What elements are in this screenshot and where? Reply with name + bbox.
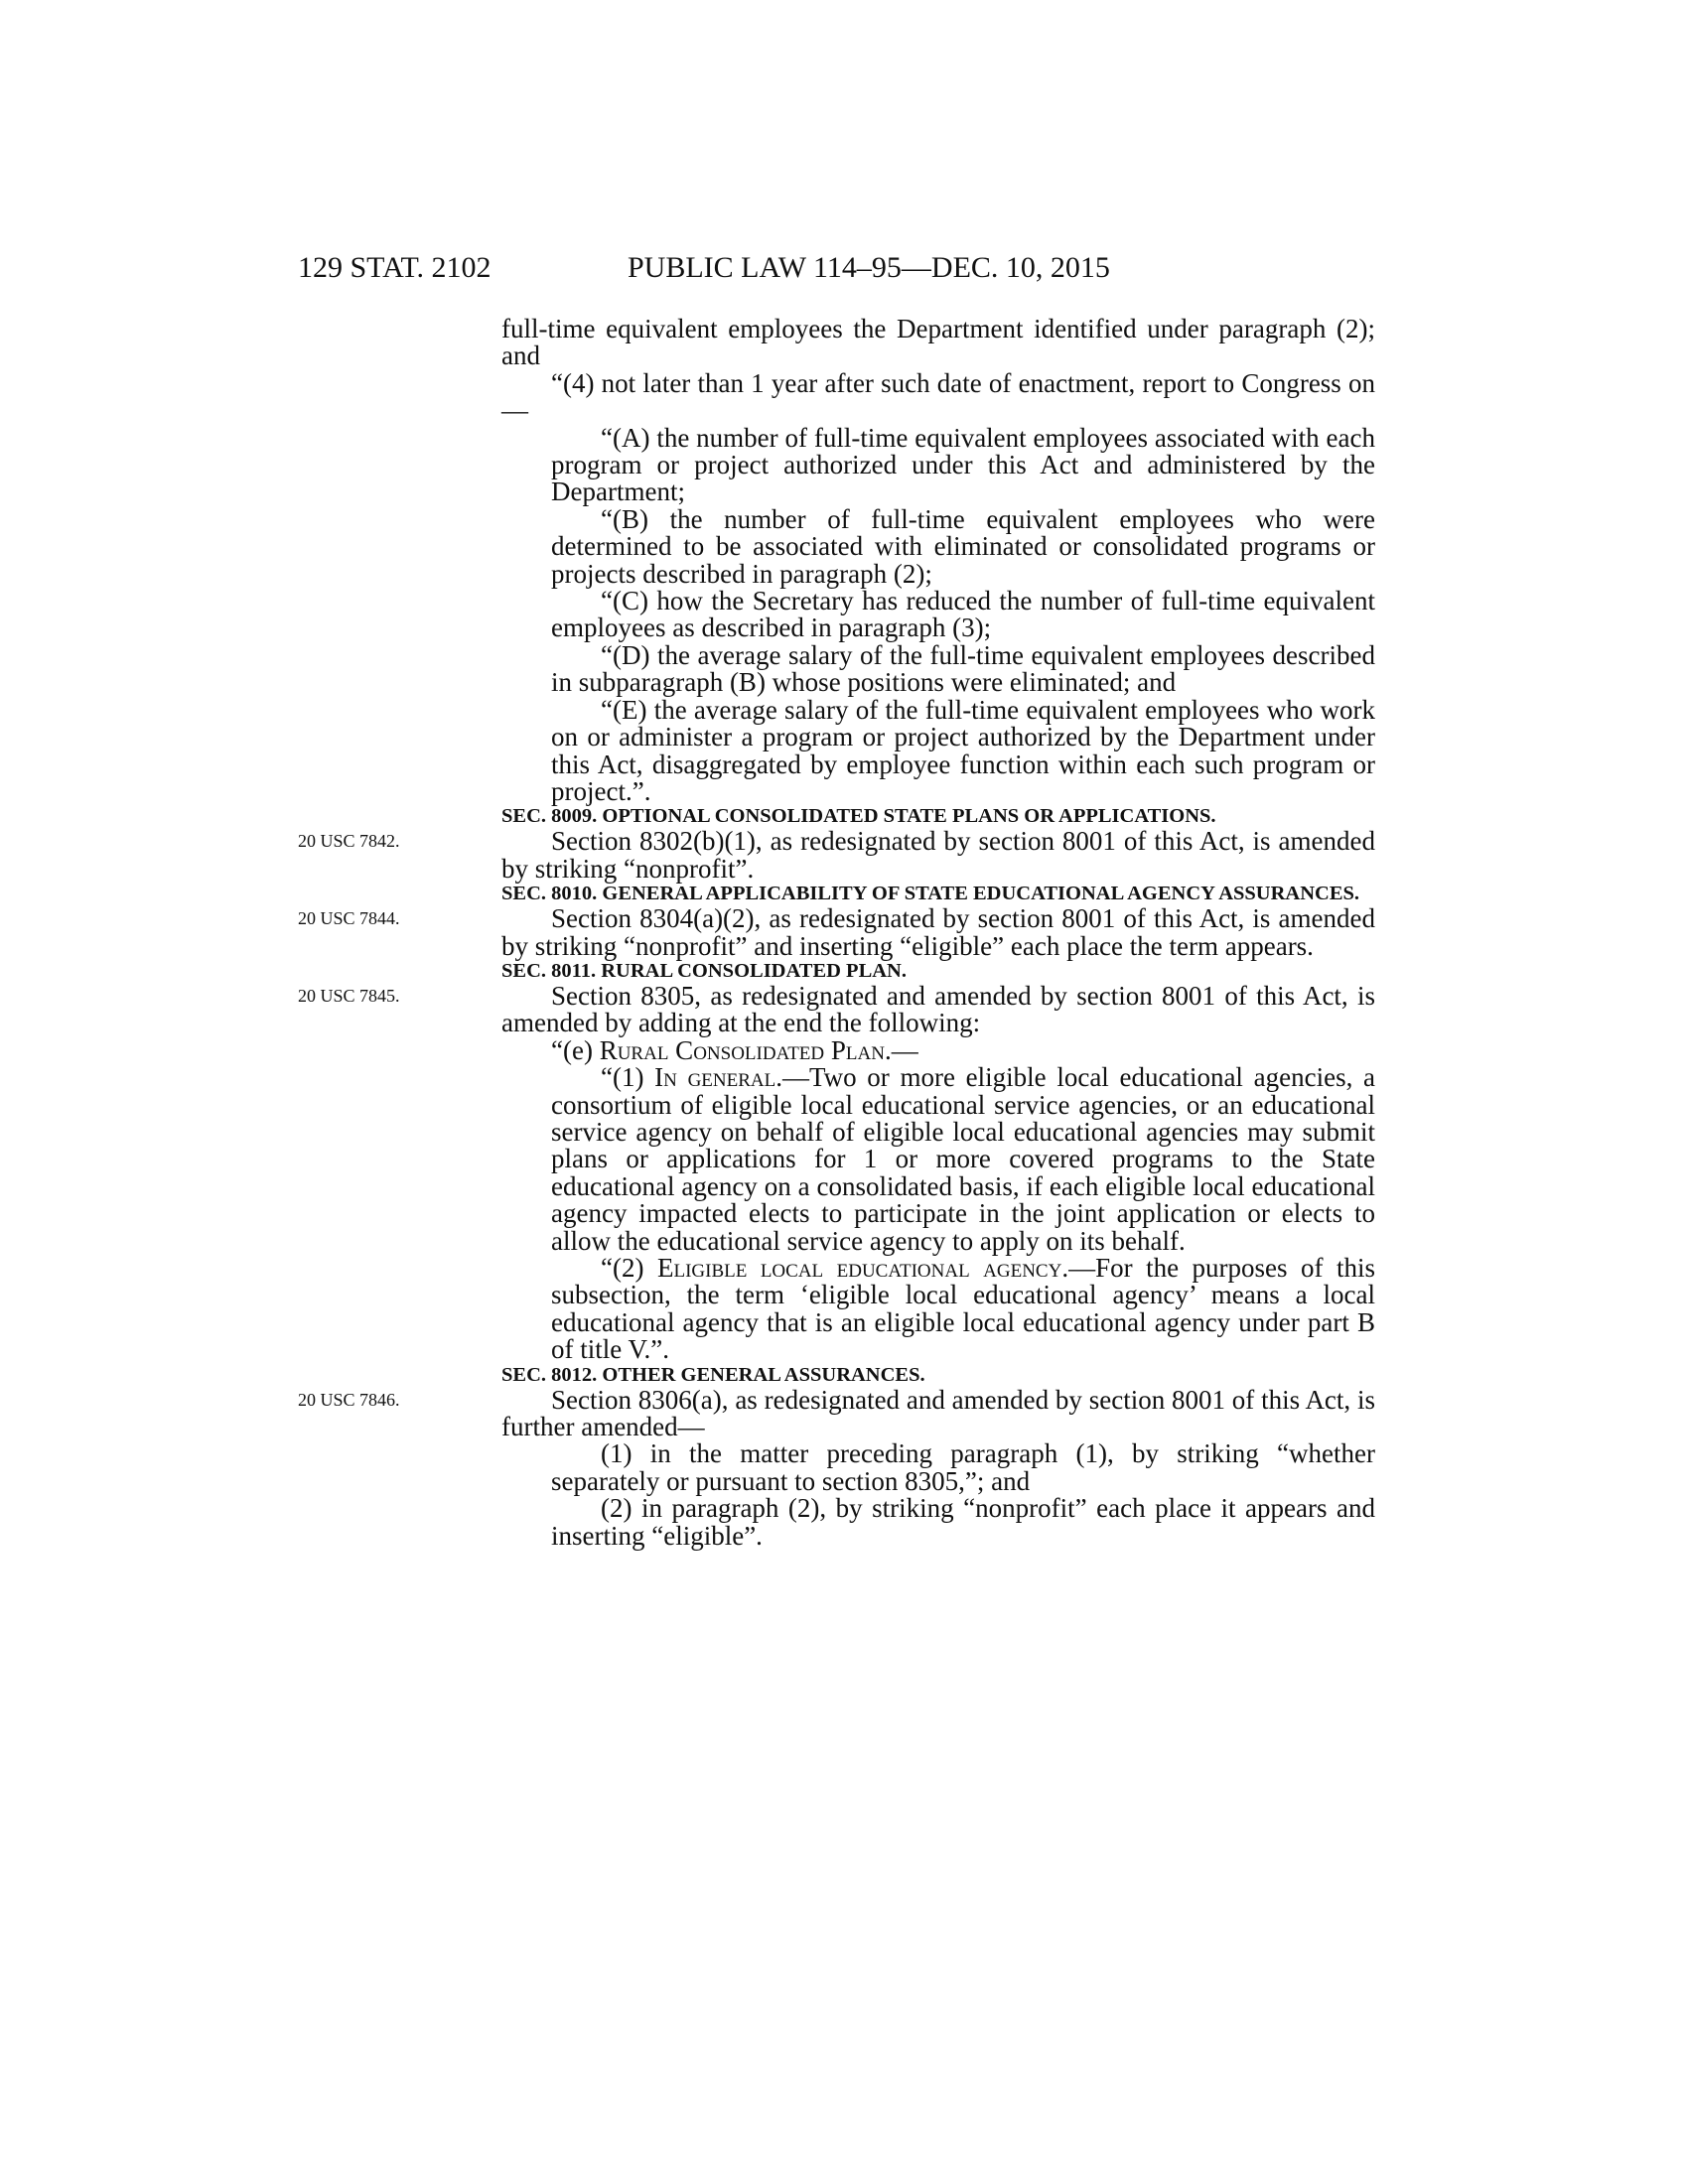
subparagraph-d: “(D) the average salary of the full-time equivalent employees described in subparagraph (B) whose positions were eliminated; and <box>551 639 1375 698</box>
section-8009-body <box>298 826 1375 884</box>
running-head: PUBLIC LAW 114–95—DEC. 10, 2015 <box>628 251 1110 284</box>
section-8012-item-1: (1) in the matter preceding paragraph (1), by striking “whether separately or pursuant to section 8305,”; and <box>551 1438 1375 1496</box>
margin-note-usc: 20 USC 7846. <box>298 1389 400 1410</box>
rural-paragraph-2: “(2) Eligible local educational agency.—For the purposes of this subsection, the term ‘eligible local educational agency’ means a local educational agency that is an eligible local educational agency under part B of title V.”. <box>551 1253 1376 1365</box>
section-8010-body <box>298 903 1375 961</box>
paragraph-continuation: full-time equivalent employees the Department identified under paragraph (2); and <box>501 314 1375 371</box>
rural-paragraph-1: “(1) In general.—Two or more eligible local educational agencies, a consortium of eligible local educational service agencies, or an educational service agency on behalf of eligible local educational agencies may submit plans or applications for 1 or more covered programs to the State educational agency on a consolidated basis, if each eligible local educational agency impacted elects to participate in the joint application or elects to allow the educational service agency to apply on its behalf. <box>551 1062 1376 1256</box>
subsection-e-heading: “(e) Rural Consolidated Plan.— <box>551 1034 918 1065</box>
subsection-e-title: Rural Consolidated Plan. <box>599 1034 892 1065</box>
page-header <box>0 248 1688 288</box>
section-8010-text: Section 8304(a)(2), as redesignated by section 8001 of this Act, is amended by striking “nonprofit” and inserting “eligible” each place the term appears. <box>501 903 1375 961</box>
subparagraph-a: “(A) the number of full-time equivalent employees associated with each program or project authorized under this Act and administered by the Department; <box>551 422 1375 507</box>
section-heading-8012: SEC. 8012. OTHER GENERAL ASSURANCES. <box>501 1363 925 1386</box>
section-heading-8010: SEC. 8010. GENERAL APPLICABILITY OF STATE EDUCATIONAL AGENCY ASSURANCES. <box>501 883 1360 905</box>
margin-note-usc: 20 USC 7844. <box>298 908 400 929</box>
stat-page-number: 129 STAT. 2102 <box>298 251 492 284</box>
section-heading-8011: SEC. 8011. RURAL CONSOLIDATED PLAN. <box>501 959 907 982</box>
subparagraph-e: “(E) the average salary of the full-time equivalent employees who work on or administer a program or project authorized by the Department under this Act, disaggregated by employee function within each such program or project.”. <box>551 694 1375 806</box>
page-body <box>298 314 1376 1551</box>
margin-note-usc: 20 USC 7845. <box>298 985 400 1006</box>
section-8011-body <box>298 980 1376 1365</box>
section-8012-body <box>298 1384 1375 1551</box>
section-8011-text: Section 8305, as redesignated and amended by section 8001 of this Act, is amended by adding at the end the following: <box>501 980 1375 1038</box>
section-8012-text: Section 8306(a), as redesignated and amended by section 8001 of this Act, is further amended— <box>501 1384 1375 1442</box>
section-heading-8009: SEC. 8009. OPTIONAL CONSOLIDATED STATE PLANS OR APPLICATIONS. <box>501 805 1216 828</box>
rural-paragraph-1-title: In general. <box>654 1062 782 1093</box>
subparagraph-c: “(C) how the Secretary has reduced the number of full-time equivalent employees as described in paragraph (3); <box>551 586 1375 643</box>
margin-note-usc: 20 USC 7842. <box>298 831 400 852</box>
rural-paragraph-2-title: Eligible local educational agency. <box>656 1253 1069 1283</box>
section-8012-item-2: (2) in paragraph (2), by striking “nonprofit” each place it appears and inserting “eligible”. <box>551 1493 1375 1551</box>
section-8009-text: Section 8302(b)(1), as redesignated by section 8001 of this Act, is amended by striking “nonprofit”. <box>501 826 1375 884</box>
paragraph-4: “(4) not later than 1 year after such date of enactment, report to Congress on— <box>501 367 1375 426</box>
subparagraph-b: “(B) the number of full-time equivalent employees who were determined to be associated with eliminated or consolidated programs or projects described in paragraph (2); <box>551 503 1375 589</box>
